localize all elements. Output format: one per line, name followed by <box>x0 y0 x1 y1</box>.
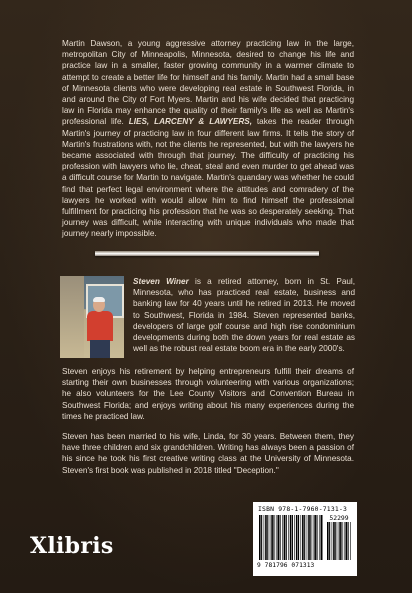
synopsis-paragraph <box>62 38 354 240</box>
barcode-bars-main <box>259 515 323 560</box>
barcode-bars-addon <box>327 522 351 560</box>
synopsis-text-before: Martin Dawson, a young aggressive attorney practicing law in the large, metropolitan City of Minneapolis, Minnesota, desired to change his life and practice law in a smaller, faster growing community in a warmer climate to attempt to create a better life for himself and his family. Martin had a small base of Minnesota clients who were developing real estate in Southwest Florida, in and around the City of Fort Myers. Martin and his wife decided that practicing law in Florida may enhance the quality of their family's life as well as Martin's professional life. <box>62 39 354 127</box>
author-family-paragraph: Steven has been married to his wife, Linda, for 30 years. Between them, they have three children and six grandchildren. Writing has always been a passion of his since he took his first creative writing class at the University of Minnesota. Steven's first book was published in 2018 titled "Deception." <box>62 432 354 475</box>
author-bio-text: is a retired attorney, born in St. Paul, Minnesota, who has practiced real estate, business and banking law for 40 years until he retired in 2013. He moved to Southwest, Florida in 1984. Steven represented banks, developers of large golf course and high rise condominium developments during both the down years for real estate as well as the robust real estate boom era in the early 2000's. <box>133 277 356 354</box>
synopsis-text-after: takes the reader through Martin's journey of practicing law in four different law firms. It tells the story of Martin's frustrations with, not the clients he represented, but with the lawyers he became associated with through that journey. The difficulty of practicing his profession with lawyers who lie, cheat, steal and even murder to get ahead was a difficult course for Martin to navigate. Martin's quandary was whether he could find that perfect legal environment where the attitudes and comradery of the lawyers he worked with would allow him to find himself the professional fulfillment for practicing his profession that he was so desperately seeking. That journey was difficult, while interacting with unique individuals who made that journey nearly impossible. <box>62 117 354 239</box>
price-code: 52299 <box>329 514 349 522</box>
author-name: Steven Winer <box>133 277 189 286</box>
book-title: LIES, LARCENY & LAWYERS, <box>128 117 252 127</box>
isbn-text: ISBN 978-1-7960-7131-3 <box>258 505 348 513</box>
author-bio <box>133 276 355 354</box>
author-photo <box>60 276 124 358</box>
publisher-logo: Xlibris <box>30 533 114 559</box>
barcode-digits: 9 781796 071313 <box>257 562 315 569</box>
divider-bar <box>95 251 319 256</box>
isbn-barcode <box>253 502 357 576</box>
author-retirement-paragraph: Steven enjoys his retirement by helping entrepreneurs fulfill their dreams of starting their own businesses through volunteering with various organizations; he also volunteers for the Lee County Visitors and Convention Bureau in Southwest Florida; and enjoys writing about his many experiences during the times he practiced law. <box>62 367 354 421</box>
